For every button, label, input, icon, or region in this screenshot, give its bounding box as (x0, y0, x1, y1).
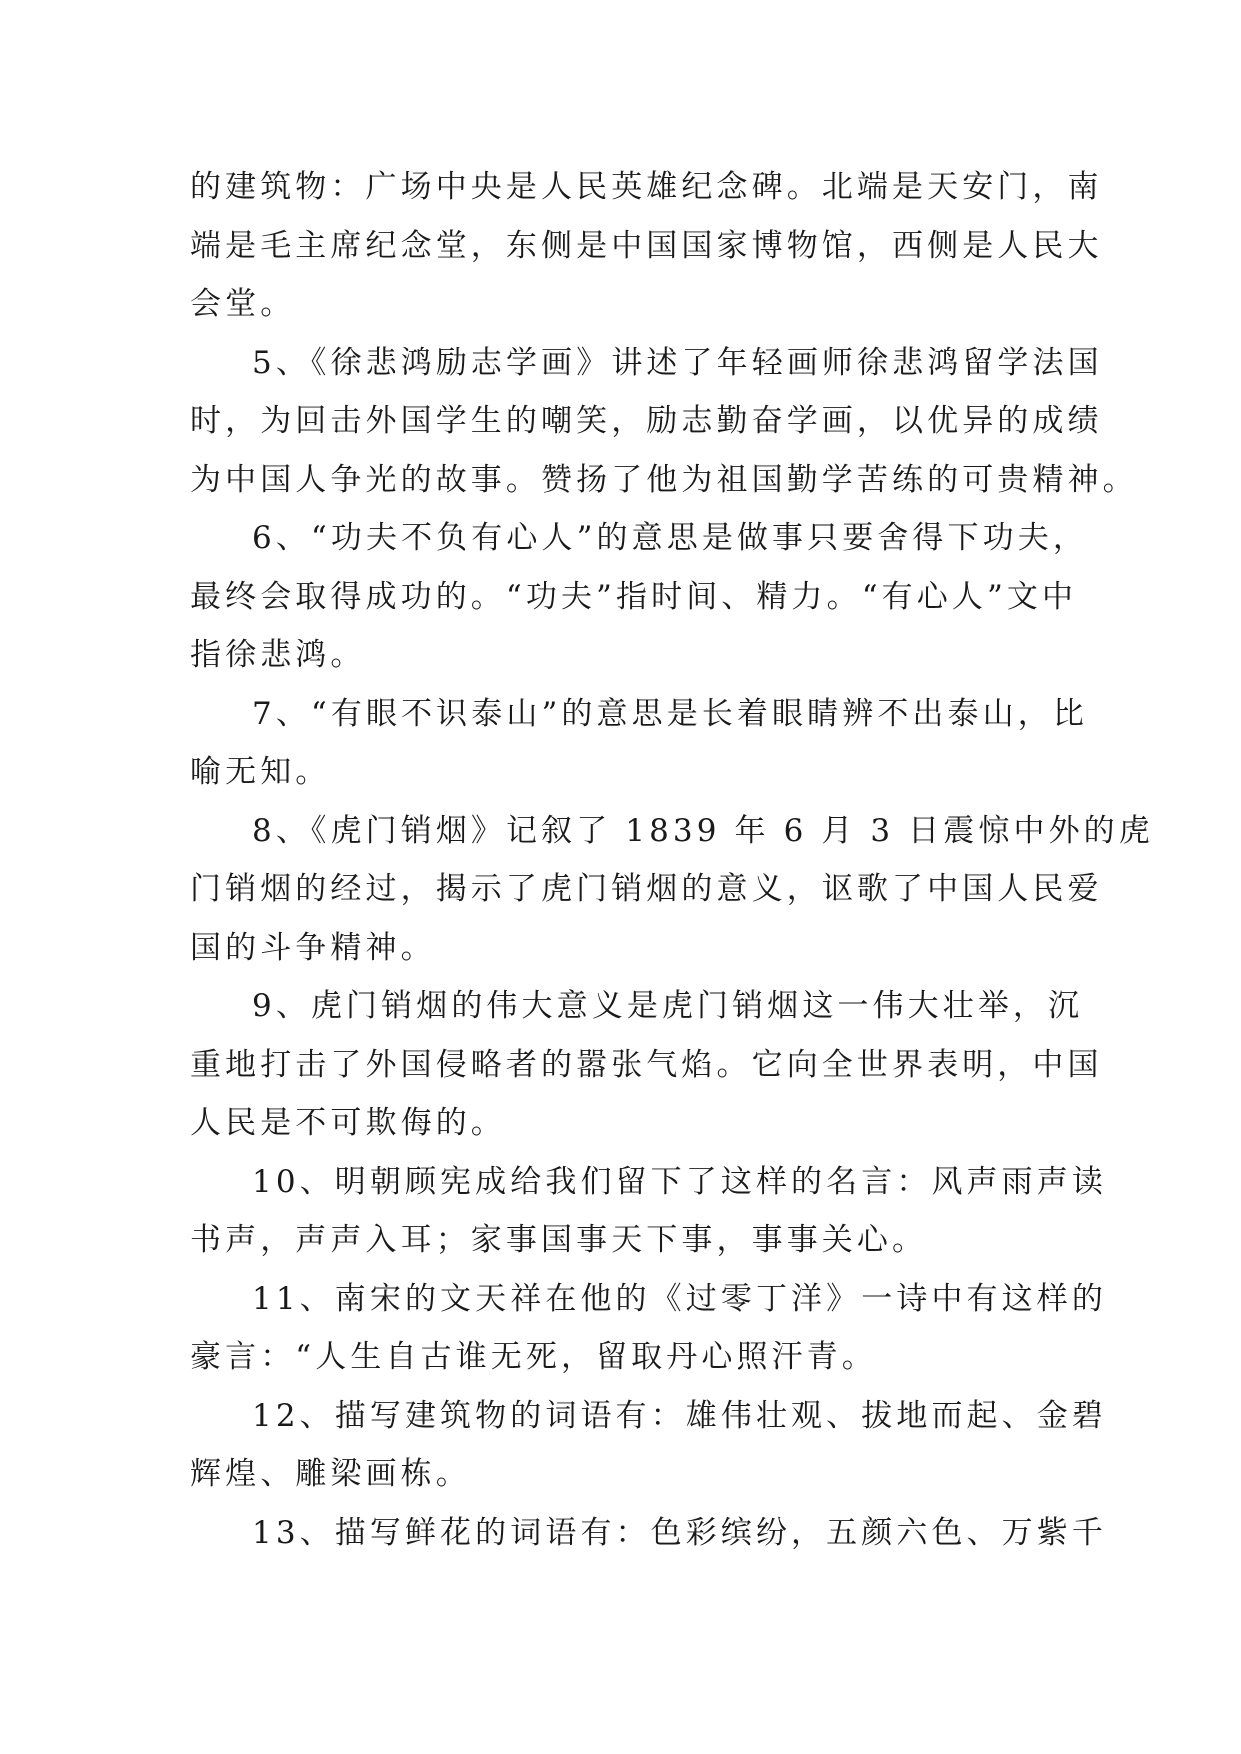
text-line: 书声，声声入耳；家事国事天下事，事事关心。 (190, 1222, 928, 1258)
text-line: 7、“有眼不识泰山”的意思是长着眼睛辨不出泰山，比 (252, 695, 1088, 732)
body-text (190, 158, 1154, 1562)
text-line: 8、《虎门销烟》记叙了 1839 年 6 月 3 日震惊中外的虎 (252, 812, 1154, 849)
text-line: 豪言：“人生自古谁无死，留取丹心照汗青。 (190, 1339, 877, 1375)
text-line: 国的斗争精神。 (190, 929, 436, 966)
text-line: 门销烟的经过，揭示了虎门销烟的意义，讴歌了中国人民爱 (190, 871, 1103, 907)
text-line: 指徐悲鸿。 (190, 637, 366, 673)
text-line: 10、明朝顾宪成给我们留下了这样的名言：风声雨声读 (252, 1163, 1107, 1200)
text-line: 的建筑物：广场中央是人民英雄纪念碑。北端是天安门，南 (190, 169, 1103, 205)
text-line: 12、描写建筑物的词语有：雄伟壮观、拔地而起、金碧 (252, 1397, 1107, 1434)
text-line: 端是毛主席纪念堂，东侧是中国国家博物馆，西侧是人民大 (190, 227, 1103, 264)
text-line: 辉煌、雕梁画栋。 (190, 1456, 471, 1492)
text-line: 为中国人争光的故事。赞扬了他为祖国勤学苦练的可贵精神。 (190, 461, 1138, 498)
text-line: 人民是不可欺侮的。 (190, 1105, 506, 1141)
text-line: 9、虎门销烟的伟大意义是虎门销烟这一伟大壮举，沉 (252, 988, 1084, 1024)
text-line: 13、描写鲜花的词语有：色彩缤纷，五颜六色、万紫千 (252, 1514, 1107, 1551)
text-line: 喻无知。 (190, 754, 331, 790)
text-line: 会堂。 (190, 286, 296, 322)
text-line: 5、《徐悲鸿励志学画》讲述了年轻画师徐悲鸿留学法国 (252, 344, 1103, 381)
text-line: 时，为回击外国学生的嘲笑，励志勤奋学画，以优异的成绩 (190, 403, 1103, 439)
text-line: 重地打击了外国侵略者的嚣张气焰。它向全世界表明，中国 (190, 1046, 1103, 1083)
text-line: 最终会取得成功的。“功夫”指时间、精力。“有心人”文中 (190, 578, 1078, 615)
text-line: 11、南宋的文天祥在他的《过零丁洋》一诗中有这样的 (252, 1280, 1107, 1317)
text-line: 6、“功夫不负有心人”的意思是做事只要舍得下功夫， (252, 520, 1088, 556)
